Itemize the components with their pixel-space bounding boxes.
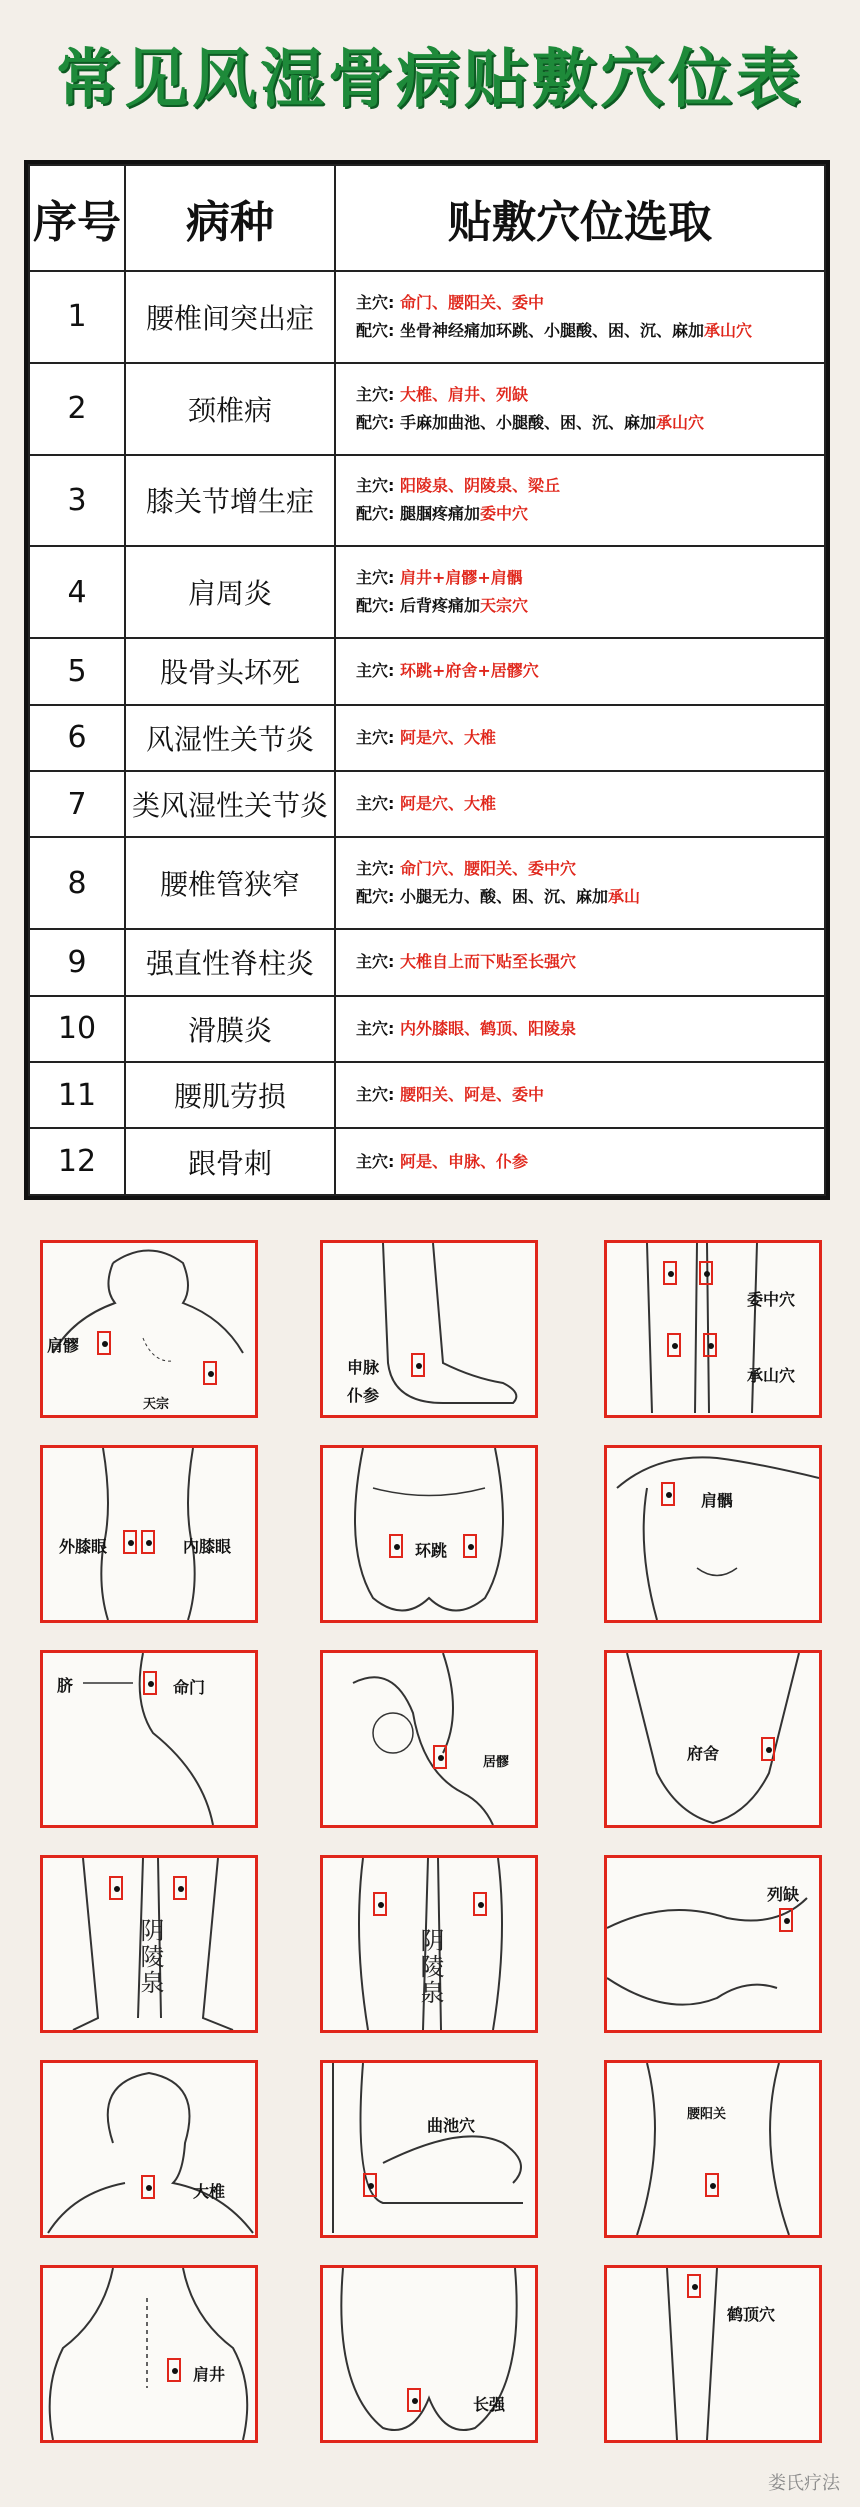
- panel-upper-back: [40, 2265, 258, 2443]
- main-points-value: 命门穴、腰阳关、委中穴: [399, 859, 576, 879]
- main-points-label: 主穴:: [356, 952, 395, 972]
- sub-points-label: 配穴:: [356, 320, 395, 340]
- table-row: [29, 1128, 825, 1195]
- main-points-value: 肩井+肩髎+肩髃: [399, 568, 523, 588]
- label-pucan: 仆参: [347, 1386, 380, 1405]
- main-points-label: 主穴:: [356, 1018, 395, 1038]
- point-yinlingquan-right: [173, 1876, 187, 1900]
- disease-name: 腰椎管狭窄: [125, 837, 335, 929]
- panel-abdomen: [604, 1650, 822, 1828]
- acupoint-diagram-grid: [0, 1230, 860, 2507]
- point-outer-knee-eye: [123, 1530, 137, 1554]
- label-outer-knee-eye: 外膝眼: [59, 1537, 108, 1556]
- point-huantiao-right: [463, 1534, 477, 1558]
- main-points-label: 主穴:: [356, 384, 395, 404]
- main-points-line: [356, 790, 824, 818]
- panel-knee: [40, 1445, 258, 1623]
- sub-points-line: [356, 883, 824, 911]
- disease-name: 跟骨刺: [125, 1128, 335, 1195]
- disease-name: 颈椎病: [125, 363, 335, 455]
- torso-icon: [607, 2063, 819, 2235]
- label-huantiao: 环跳: [415, 1541, 448, 1560]
- row-number: 11: [29, 1062, 125, 1128]
- acupoints-cell: [335, 705, 825, 771]
- row-number: 5: [29, 638, 125, 704]
- row-number: 7: [29, 771, 125, 837]
- table-row: [29, 271, 825, 363]
- sub-points-text: 小腿无力、酸、困、沉、麻加: [399, 887, 608, 907]
- point-jianyu: [661, 1482, 675, 1506]
- main-points-line: [356, 724, 824, 752]
- acupoints-cell: [335, 638, 825, 704]
- sub-points-highlight: 天宗穴: [480, 596, 529, 616]
- table-row: [29, 1062, 825, 1128]
- row-number: 9: [29, 929, 125, 995]
- main-points-line: [356, 855, 824, 883]
- arm-icon: [323, 2063, 535, 2235]
- sub-points-highlight: 承山穴: [656, 412, 705, 432]
- main-points-value: 阿是、申脉、仆参: [399, 1151, 528, 1171]
- label-navel: 脐: [57, 1676, 74, 1695]
- back-figure-icon: [43, 1243, 255, 1415]
- disease-name: 滑膜炎: [125, 996, 335, 1062]
- acupoints-cell: [335, 771, 825, 837]
- point-knee-right: [473, 1892, 487, 1916]
- point-tianzong: [203, 1361, 217, 1385]
- sub-points-line: [356, 317, 824, 345]
- label-yinlingquan: 阴陵泉: [136, 1918, 164, 1996]
- abdomen-icon: [607, 1653, 819, 1825]
- disease-name: 腰椎间突出症: [125, 271, 335, 363]
- point-chengshan-left: [667, 1333, 681, 1357]
- acupoints-cell: [335, 271, 825, 363]
- point-lieque: [779, 1908, 793, 1932]
- table-row: [29, 363, 825, 455]
- main-points-label: 主穴:: [356, 292, 395, 312]
- panel-hip: [320, 1445, 538, 1623]
- main-points-label: 主穴:: [356, 1151, 395, 1171]
- pelvis-side-icon: [323, 1653, 535, 1825]
- label-mingmen: 命门: [173, 1678, 206, 1697]
- row-number: 8: [29, 837, 125, 929]
- main-points-line: [356, 472, 824, 500]
- panel-neck: [40, 2060, 258, 2238]
- point-shenmai: [411, 1353, 425, 1377]
- main-points-label: 主穴:: [356, 794, 395, 814]
- label-weizhong: 委中穴: [747, 1290, 796, 1309]
- sub-points-line: [356, 409, 824, 437]
- head-back-icon: [43, 2063, 255, 2235]
- main-points-line: [356, 1148, 824, 1176]
- point-inner-knee-eye: [141, 1530, 155, 1554]
- sub-points-text: 后背疼痛加: [399, 596, 480, 616]
- main-points-line: [356, 381, 824, 409]
- point-jianliao: [97, 1331, 111, 1355]
- table-row: [29, 929, 825, 995]
- label-jianjing: 肩井: [193, 2365, 226, 2384]
- panel-knee-front: [604, 2265, 822, 2443]
- panel-buttocks: [320, 2265, 538, 2443]
- disease-name: 腰肌劳损: [125, 1062, 335, 1128]
- sub-points-highlight: 承山: [608, 887, 641, 907]
- panel-shoulder-front: [604, 1445, 822, 1623]
- acupoints-cell: [335, 837, 825, 929]
- row-number: 4: [29, 546, 125, 638]
- point-knee-left: [373, 1892, 387, 1916]
- header-number: 序号: [29, 165, 125, 271]
- main-points-value: 阿是穴、大椎: [399, 727, 496, 747]
- leg-front-icon: [607, 2268, 819, 2440]
- point-dazhui: [141, 2175, 155, 2199]
- label-jianyu: 肩髃: [701, 1491, 734, 1510]
- acupoints-cell: [335, 1062, 825, 1128]
- main-points-value: 环跳+府舍+居髎穴: [399, 661, 539, 681]
- row-number: 10: [29, 996, 125, 1062]
- table-row: [29, 771, 825, 837]
- table-row: [29, 546, 825, 638]
- panel-pelvis-side: [320, 1650, 538, 1828]
- label-chengshan: 承山穴: [747, 1366, 796, 1385]
- main-points-value: 阳陵泉、阴陵泉、梁丘: [399, 476, 560, 496]
- header-disease: 病种: [125, 165, 335, 271]
- panel-lower-back: [604, 2060, 822, 2238]
- sub-points-label: 配穴:: [356, 887, 395, 907]
- main-points-label: 主穴:: [356, 661, 395, 681]
- sub-points-highlight: 承山穴: [704, 320, 753, 340]
- point-weizhong-right: [699, 1261, 713, 1285]
- panel-shoulder-back: [40, 1240, 258, 1418]
- panel-knees-front: [320, 1855, 538, 2033]
- main-points-value: 腰阳关、阿是、委中: [399, 1085, 544, 1105]
- point-yaoyangguan: [705, 2173, 719, 2197]
- main-points-label: 主穴:: [356, 568, 395, 588]
- main-points-line: [356, 948, 824, 976]
- table-row: [29, 638, 825, 704]
- main-points-line: [356, 1015, 824, 1043]
- main-points-value: 内外膝眼、鹤顶、阳陵泉: [399, 1018, 576, 1038]
- upper-back-icon: [43, 2268, 255, 2440]
- page-title: 常见风湿骨病贴敷穴位表: [56, 43, 804, 117]
- disease-name: 风湿性关节炎: [125, 705, 335, 771]
- main-points-value: 命门、腰阳关、委中: [399, 292, 544, 312]
- point-heding: [687, 2274, 701, 2298]
- disease-name: 强直性脊柱炎: [125, 929, 335, 995]
- acupoints-cell: [335, 363, 825, 455]
- table-row: [29, 705, 825, 771]
- point-chengshan-right: [703, 1333, 717, 1357]
- row-number: 3: [29, 455, 125, 547]
- label-yaoyangguan: 腰阳关: [687, 2107, 727, 2122]
- sub-points-label: 配穴:: [356, 412, 395, 432]
- main-points-value: 大椎自上而下贴至长强穴: [399, 952, 576, 972]
- disease-name: 肩周炎: [125, 546, 335, 638]
- acupoints-cell: [335, 546, 825, 638]
- label-dazhui: 大椎: [193, 2182, 226, 2201]
- label-yinlingquan-2: 阴陵泉: [416, 1928, 444, 2006]
- main-points-label: 主穴:: [356, 1085, 395, 1105]
- point-juliao: [433, 1745, 447, 1769]
- point-yinlingquan-left: [109, 1876, 123, 1900]
- header-acupoints: 贴敷穴位选取: [335, 165, 825, 271]
- main-points-label: 主穴:: [356, 476, 395, 496]
- point-changqiang: [407, 2388, 421, 2412]
- acupoints-cell: [335, 929, 825, 995]
- acupoints-cell: [335, 1128, 825, 1195]
- panel-legs-back: [604, 1240, 822, 1418]
- row-number: 6: [29, 705, 125, 771]
- main-points-line: [356, 564, 824, 592]
- acupoints-cell: [335, 996, 825, 1062]
- point-huantiao-left: [389, 1534, 403, 1558]
- label-fushe: 府舍: [687, 1744, 720, 1763]
- main-points-line: [356, 1081, 824, 1109]
- sub-points-text: 手麻加曲池、小腿酸、困、沉、麻加: [399, 412, 656, 432]
- label-heding: 鹤顶穴: [727, 2305, 776, 2324]
- main-points-value: 阿是穴、大椎: [399, 794, 496, 814]
- table-row: [29, 837, 825, 929]
- table-row: [29, 996, 825, 1062]
- point-fushe: [761, 1737, 775, 1761]
- sub-points-line: [356, 592, 824, 620]
- label-tianzong: 天宗: [143, 1397, 170, 1412]
- row-number: 2: [29, 363, 125, 455]
- sub-points-label: 配穴:: [356, 596, 395, 616]
- disease-name: 类风湿性关节炎: [125, 771, 335, 837]
- shoulder-front-icon: [607, 1448, 819, 1620]
- row-number: 12: [29, 1128, 125, 1195]
- hip-figure-icon: [323, 1448, 535, 1620]
- panel-wrist: [604, 1855, 822, 2033]
- label-shenmai: 申脉: [347, 1358, 380, 1377]
- panel-waist-side: [40, 1650, 258, 1828]
- sub-points-label: 配穴:: [356, 504, 395, 524]
- legs-back-icon: [607, 1243, 819, 1415]
- acupoints-cell: [335, 455, 825, 547]
- main-points-label: 主穴:: [356, 727, 395, 747]
- point-weizhong-left: [663, 1261, 677, 1285]
- label-inner-knee-eye: 内膝眼: [183, 1537, 232, 1556]
- acupoint-table: [24, 160, 830, 1200]
- label-quchi: 曲池穴: [427, 2116, 476, 2135]
- table-row: [29, 455, 825, 547]
- disease-name: 股骨头坏死: [125, 638, 335, 704]
- sub-points-text: 坐骨神经痛加环跳、小腿酸、困、沉、麻加: [399, 320, 704, 340]
- main-points-line: [356, 657, 824, 685]
- main-points-line: [356, 289, 824, 317]
- point-quchi: [363, 2173, 377, 2197]
- row-number: 1: [29, 271, 125, 363]
- label-changqiang: 长强: [473, 2395, 506, 2414]
- label-juliao: 居髎: [483, 1755, 510, 1770]
- sub-points-highlight: 委中穴: [480, 504, 529, 524]
- label-jianliao: 肩髎: [47, 1336, 80, 1355]
- label-lieque: 列缺: [767, 1885, 800, 1904]
- watermark: 娄氏疗法: [768, 2473, 840, 2494]
- panel-legs-inner: [40, 1855, 258, 2033]
- panel-ankle: [320, 1240, 538, 1418]
- main-points-label: 主穴:: [356, 859, 395, 879]
- disease-name: 膝关节增生症: [125, 455, 335, 547]
- point-mingmen: [143, 1671, 157, 1695]
- panel-elbow: [320, 2060, 538, 2238]
- sub-points-text: 腿腘疼痛加: [399, 504, 480, 524]
- point-jianjing: [167, 2358, 181, 2382]
- sub-points-line: [356, 500, 824, 528]
- main-points-value: 大椎、肩井、列缺: [399, 384, 528, 404]
